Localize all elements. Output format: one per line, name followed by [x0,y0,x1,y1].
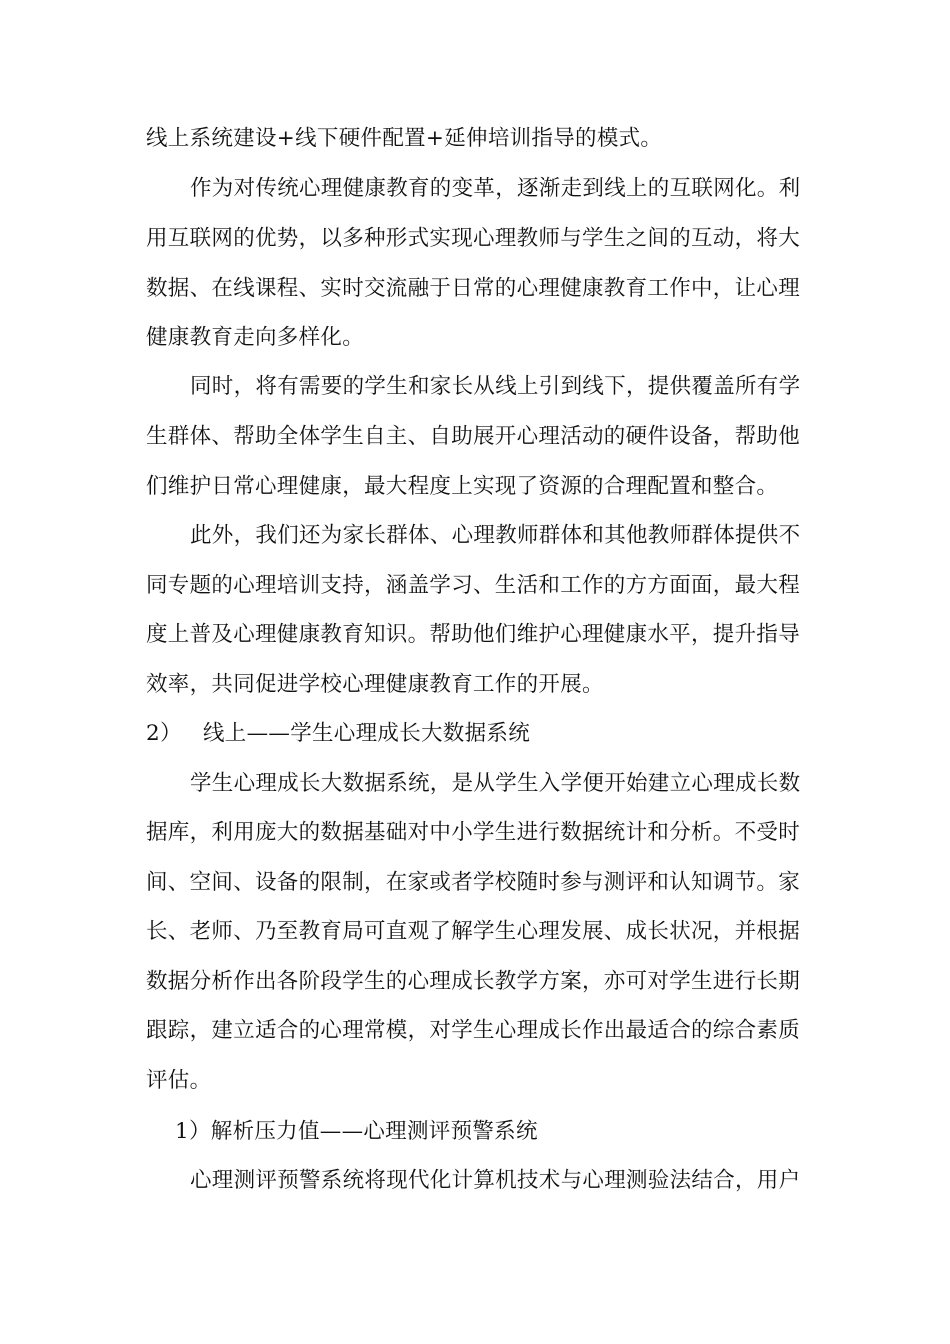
text-line: 数据、在线课程、实时交流融于日常的心理健康教育工作中，让心理 [146,276,801,301]
text-line: 用互联网的优势，以多种形式实现心理教师与学生之间的互动，将大 [146,226,801,251]
text-line: 数据分析作出各阶段学生的心理成长教学方案，亦可对学生进行长期 [146,969,801,994]
text-line: 度上普及心理健康教育知识。帮助他们维护心理健康水平，提升指导 [146,622,801,647]
paragraph-start: 学生心理成长大数据系统，是从学生入学便开始建立心理成长数 [190,771,801,796]
text-line: 健康教育走向多样化。 [146,325,365,350]
text-line: 效率，共同促进学校心理健康教育工作的开展。 [146,672,604,697]
text-line: 同专题的心理培训支持，涵盖学习、生活和工作的方方面面，最大程 [146,573,801,598]
text-line: 长、老师、乃至教育局可直观了解学生心理发展、成长状况，并根据 [146,919,801,944]
text-line: 生群体、帮助全体学生自主、自助展开心理活动的硬件设备，帮助他 [146,424,801,449]
paragraph-start: 此外，我们还为家长群体、心理教师群体和其他教师群体提供不 [190,523,801,548]
paragraph-start: 心理测评预警系统将现代化计算机技术与心理测验法结合，用户 [190,1168,801,1193]
text-line: 跟踪，建立适合的心理常模，对学生心理成长作出最适合的综合素质 [146,1018,801,1043]
paragraph-start: 同时，将有需要的学生和家长从线上引到线下，提供覆盖所有学 [190,374,801,399]
text-line: 据库，利用庞大的数据基础对中小学生进行数据统计和分析。不受时 [146,820,801,845]
text-line: 评估。 [146,1068,212,1093]
text-line: 间、空间、设备的限制，在家或者学校随时参与测评和认知调节。家 [146,870,801,895]
text-line: 们维护日常心理健康，最大程度上实现了资源的合理配置和整合。 [146,474,779,499]
subsection-heading: 1）解析压力值——心理测评预警系统 [175,1119,538,1144]
text-line: 线上系统建设+线下硬件配置+延伸培训指导的模式。 [146,126,663,151]
section-heading-text: 线上——学生心理成长大数据系统 [203,721,531,746]
paragraph-start: 作为对传统心理健康教育的变革，逐渐走到线上的互联网化。利 [190,176,801,201]
section-heading-number: 2） [146,721,182,746]
